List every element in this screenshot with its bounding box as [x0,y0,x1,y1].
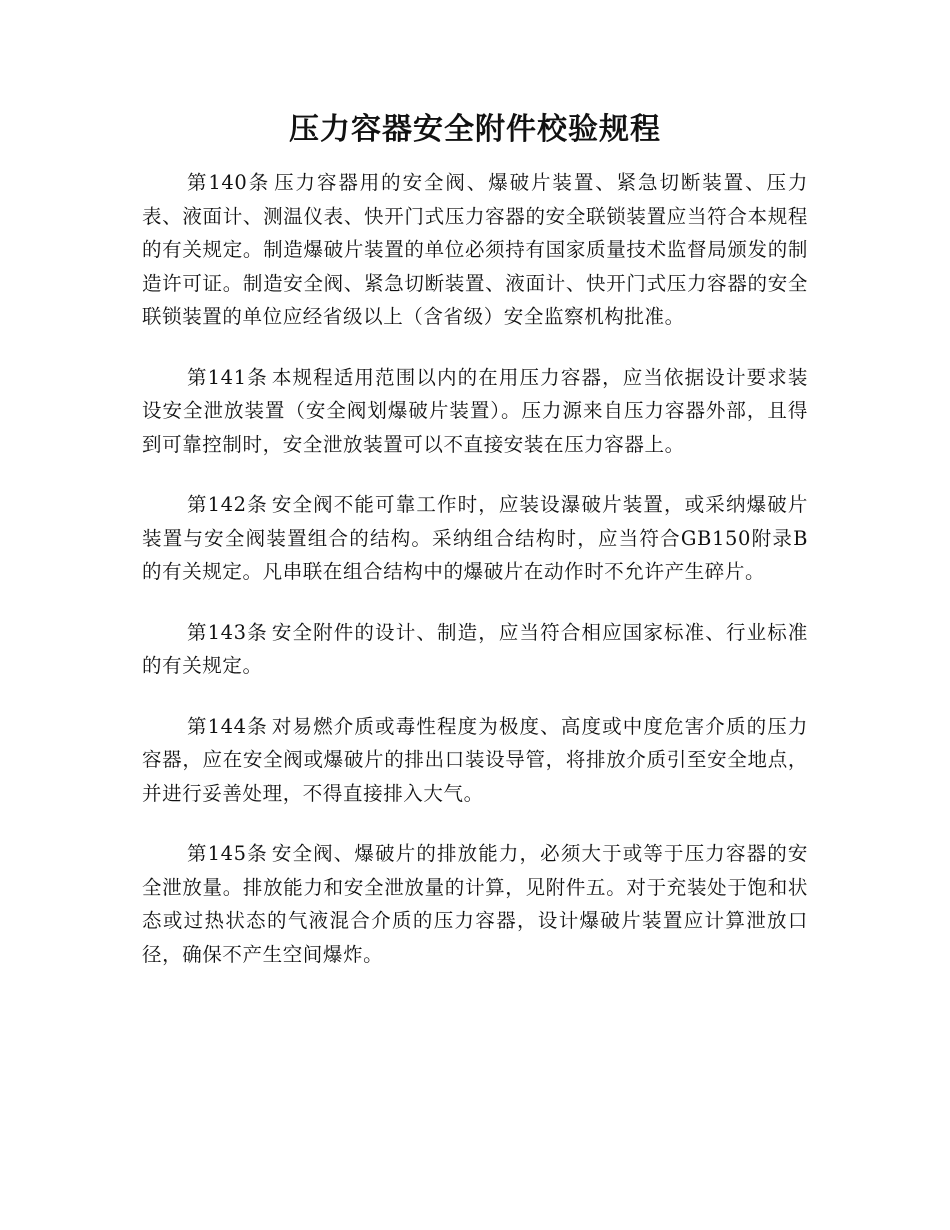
document-body [142,166,808,971]
article-text: 安全阀不能可靠工作时，应装设瀑破片装置，或采纳爆破片装置与安全阀装置组合的结构。采纳组合结构时，应当符合GB150附录B的有关规定。凡串联在组合结构中的爆破片在动作时不允许产生碎片。 [142,493,808,583]
article-142 [142,488,808,589]
article-143 [142,616,808,683]
article-text: 安全阀、爆破片的排放能力，必须大于或等于压力容器的安全泄放量。排放能力和安全泄放量的计算，见附件五。对于充装处于饱和状态或过热状态的气液混合介质的压力容器，设计爆破片装置应计算泄放口径，确保不产生空间爆炸。 [142,842,808,966]
article-number: 第145条 [187,842,268,865]
article-text: 对易燃介质或毒性程度为极度、高度或中度危害介质的压力容器，应在安全阀或爆破片的排出口装设导管，将排放介质引至安全地点，并进行妥善处理，不得直接排入大气。 [142,714,808,805]
article-140 [142,166,808,334]
article-number: 第140条 [187,171,271,194]
article-144 [142,710,808,811]
article-141 [142,361,808,462]
article-number: 第143条 [187,620,268,644]
article-number: 第141条 [187,365,268,389]
article-number: 第142条 [187,493,268,516]
article-text: 安全附件的设计、制造，应当符合相应国家标准、行业标准的有关规定。 [142,620,808,677]
document-title: 压力容器安全附件校验规程 [289,112,661,147]
article-number: 第144条 [187,714,268,738]
article-text: 压力容器用的安全阀、爆破片装置、紧急切断装置、压力表、液面计、测温仪表、快开门式压力容器的安全联锁装置应当符合本规程的有关规定。制造爆破片装置的单位必须持有国家质量技术监督局颁发的制造许可证。制造安全阀、紧急切断装置、液面计、快开门式压力容器的安全联锁装置的单位应经省级以上（含省级）安全监察机构批准。 [142,171,808,328]
article-145 [142,837,808,971]
article-text: 本规程适用范围以内的在用压力容器，应当依据设计要求装设安全泄放装置（安全阀划爆破片装置）。压力源来自压力容器外部，且得到可靠控制时，安全泄放装置可以不直接安装在压力容器上。 [142,365,808,456]
